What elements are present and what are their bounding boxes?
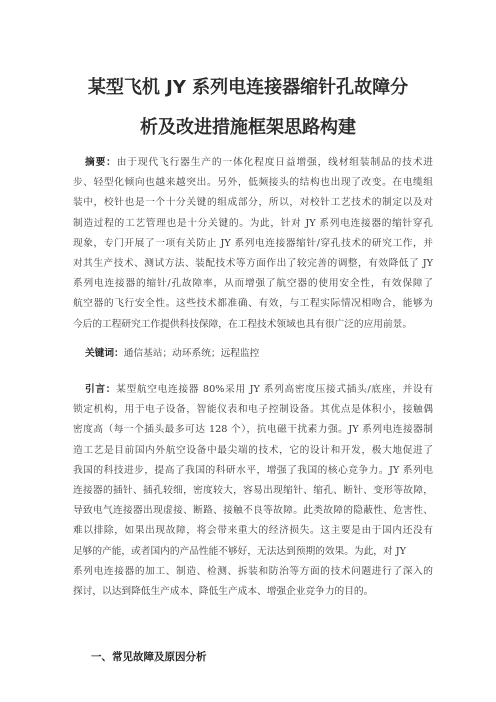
abstract-line: 现象，专门开展了一项有关防止 JY 系列电连接器缩针/穿孔技术的研究工作，并 (73, 237, 433, 249)
abstract-text: 由于现代飞行器生产的一体化程度日益增强，线材组装制品的技术进 (116, 157, 433, 168)
intro-line: 锁定机构，用于电子设备，智能仪表和电子控制设备。其优点是体积小，接触偶 (73, 404, 433, 416)
intro-line: 足够的产能，或者国内的产品性能不够好，无法达到预期的效果。为此，对 JY (73, 545, 407, 557)
intro-label: 引言： (85, 384, 117, 395)
intro-line: 系列电连接器的加工、制造、检测、拆装和防治等方面的技术问题进行了深入的 (73, 565, 433, 577)
section-heading: 一、常见故障及原因分析 (91, 651, 207, 663)
abstract-line: 装中，校针也是一个十分关键的组成部分，所以，对校针工艺技术的制定以及对 (73, 197, 433, 209)
keywords-section (73, 344, 433, 364)
intro-line: 密度高（每一个插头最多可达 128 个），抗电磁干扰素力强。JY 系列电连接器制 (73, 424, 433, 436)
paper-title-line-2: 析及改进措施框架思路构建 (140, 117, 356, 138)
abstract-line: 对其生产技术、测试方法、装配技术等方面作出了较完善的调整，有效降低了 JY (73, 257, 433, 269)
introduction-section (73, 380, 433, 602)
intro-line: 难以排除，如果出现故障，将会带来重大的经济损失。这主要是由于国内还没有 (73, 525, 433, 537)
keywords-line (73, 344, 433, 364)
keywords-text: 通信基站；动环系统；远程监控 (123, 348, 260, 359)
abstract-line: 系列电连接器的缩针/孔故障率，从而增强了航空器的使用安全性，有效保障了 (73, 278, 433, 290)
intro-text: 某型航空电连接器 80%采用 JY 系列高密度压接式插头/底座，并设有 (116, 384, 433, 395)
abstract-line: 步、轻型化倾向也越来越突出。另外，低频接头的结构也出现了改变。在电缆组 (73, 177, 433, 189)
intro-line: 探讨，以达到降低生产成本、降低生产成本、增强企业竞争力的目的。 (73, 585, 374, 597)
paper-title-line-1: 某型飞机 JY 系列电连接器缩针孔故障分 (87, 77, 409, 98)
intro-line: 我国的科技进步，提高了我国的科研水平，增强了我国的核心竞争力。JY 系列电 (73, 464, 433, 476)
intro-line: 导致电气连接器出现虚接、断路、接触不良等故障。此类故障的隐蔽性、危害性、 (73, 505, 433, 517)
intro-line: 造工艺是目前国内外航空设备中最尖端的技术，它的设计和开发，极大地促进了 (73, 444, 433, 456)
abstract-line: 航空器的飞行安全性。这些技术都准确、有效，与工程实际情况相吻合，能够为 (73, 298, 433, 310)
abstract-label: 摘要： (85, 157, 117, 168)
intro-line (73, 380, 433, 400)
keywords-label: 关键词： (85, 348, 124, 359)
abstract-line (73, 153, 433, 173)
intro-line: 连接器的插针、插孔较细，密度较大，容易出现缩针、缩孔、断针、变形等故障， (73, 484, 433, 496)
abstract-line: 制造过程的工艺管理也是十分关键的。为此，针对 JY 系列电连接器的缩针穿孔 (73, 217, 433, 229)
abstract-section (73, 153, 433, 335)
abstract-line: 今后的工程研究工作提供科技保障，在工程技术领域也具有很广泛的应用前景。 (73, 318, 413, 330)
